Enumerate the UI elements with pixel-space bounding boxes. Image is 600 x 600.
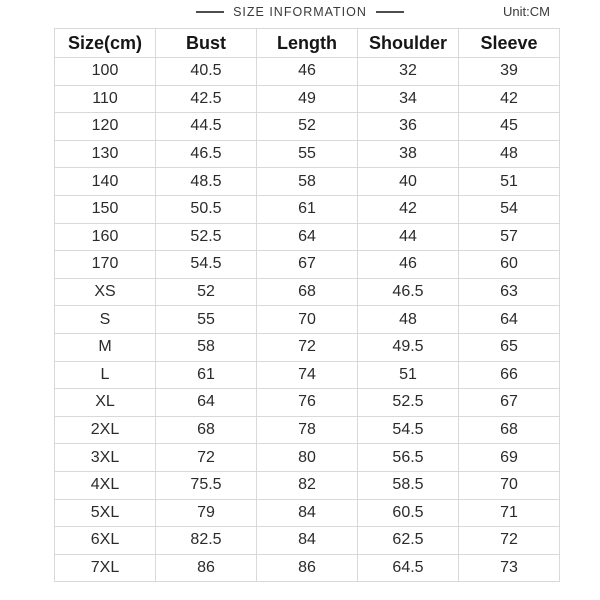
table-cell: 68 <box>156 416 257 444</box>
table-row <box>55 278 560 306</box>
table-cell: 58.5 <box>358 471 459 499</box>
table-row <box>55 333 560 361</box>
table-row <box>55 554 560 582</box>
table-row <box>55 444 560 472</box>
column-header: Sleeve <box>459 29 560 58</box>
title-dash-left <box>196 11 224 13</box>
table-cell: 63 <box>459 278 560 306</box>
table-cell: 40 <box>358 168 459 196</box>
table-cell: 45 <box>459 113 560 141</box>
table-cell: 74 <box>257 361 358 389</box>
table-cell: 51 <box>459 168 560 196</box>
table-cell: 71 <box>459 499 560 527</box>
table-cell: 54 <box>459 195 560 223</box>
table-cell: 56.5 <box>358 444 459 472</box>
table-cell: 86 <box>156 554 257 582</box>
table-cell: 69 <box>459 444 560 472</box>
table-cell: 67 <box>257 251 358 279</box>
table-cell: 52 <box>156 278 257 306</box>
size-chart-table <box>54 28 560 582</box>
page-title: SIZE INFORMATION <box>233 5 367 19</box>
size-chart-table-body <box>55 58 560 582</box>
table-cell: M <box>55 333 156 361</box>
table-row <box>55 85 560 113</box>
table-cell: 46 <box>358 251 459 279</box>
table-row <box>55 416 560 444</box>
table-cell: 72 <box>156 444 257 472</box>
table-cell: 64 <box>257 223 358 251</box>
table-cell: 66 <box>459 361 560 389</box>
column-header: Shoulder <box>358 29 459 58</box>
table-cell: 86 <box>257 554 358 582</box>
table-row <box>55 113 560 141</box>
table-row <box>55 306 560 334</box>
column-header: Bust <box>156 29 257 58</box>
table-row <box>55 140 560 168</box>
table-cell: 62.5 <box>358 527 459 555</box>
table-row <box>55 499 560 527</box>
table-cell: L <box>55 361 156 389</box>
table-cell: 160 <box>55 223 156 251</box>
table-cell: 72 <box>257 333 358 361</box>
table-cell: 64 <box>156 389 257 417</box>
table-cell: 48.5 <box>156 168 257 196</box>
table-cell: 68 <box>459 416 560 444</box>
table-cell: 50.5 <box>156 195 257 223</box>
table-cell: 55 <box>257 140 358 168</box>
table-cell: 76 <box>257 389 358 417</box>
table-cell: 75.5 <box>156 471 257 499</box>
table-cell: 82 <box>257 471 358 499</box>
table-cell: 39 <box>459 58 560 86</box>
table-cell: 40.5 <box>156 58 257 86</box>
table-cell: 42 <box>459 85 560 113</box>
table-row <box>55 223 560 251</box>
table-cell: 82.5 <box>156 527 257 555</box>
table-cell: 68 <box>257 278 358 306</box>
unit-label: Unit:CM <box>503 4 550 19</box>
table-cell: 64.5 <box>358 554 459 582</box>
table-cell: 42.5 <box>156 85 257 113</box>
table-cell: 46 <box>257 58 358 86</box>
table-cell: 7XL <box>55 554 156 582</box>
table-row <box>55 195 560 223</box>
table-cell: XS <box>55 278 156 306</box>
table-row <box>55 361 560 389</box>
table-cell: 100 <box>55 58 156 86</box>
table-cell: 55 <box>156 306 257 334</box>
table-cell: S <box>55 306 156 334</box>
table-row <box>55 58 560 86</box>
table-cell: 49.5 <box>358 333 459 361</box>
table-cell: 60.5 <box>358 499 459 527</box>
table-row <box>55 471 560 499</box>
column-header: Length <box>257 29 358 58</box>
table-cell: 67 <box>459 389 560 417</box>
table-row <box>55 527 560 555</box>
table-cell: 78 <box>257 416 358 444</box>
table-cell: 42 <box>358 195 459 223</box>
table-cell: 46.5 <box>358 278 459 306</box>
table-cell: 38 <box>358 140 459 168</box>
table-cell: 5XL <box>55 499 156 527</box>
table-cell: 120 <box>55 113 156 141</box>
table-cell: 3XL <box>55 444 156 472</box>
table-row <box>55 168 560 196</box>
table-cell: 4XL <box>55 471 156 499</box>
table-cell: 52.5 <box>358 389 459 417</box>
table-cell: 61 <box>156 361 257 389</box>
table-cell: 110 <box>55 85 156 113</box>
table-cell: 46.5 <box>156 140 257 168</box>
table-cell: 72 <box>459 527 560 555</box>
title-dash-right <box>376 11 404 13</box>
table-cell: XL <box>55 389 156 417</box>
table-cell: 60 <box>459 251 560 279</box>
table-cell: 2XL <box>55 416 156 444</box>
table-cell: 6XL <box>55 527 156 555</box>
table-cell: 84 <box>257 499 358 527</box>
table-header-row <box>55 29 560 58</box>
table-cell: 64 <box>459 306 560 334</box>
table-cell: 44 <box>358 223 459 251</box>
table-cell: 49 <box>257 85 358 113</box>
table-cell: 61 <box>257 195 358 223</box>
table-cell: 70 <box>257 306 358 334</box>
table-cell: 58 <box>257 168 358 196</box>
table-row <box>55 251 560 279</box>
table-row <box>55 389 560 417</box>
table-cell: 52 <box>257 113 358 141</box>
table-cell: 79 <box>156 499 257 527</box>
size-chart-table-head <box>55 29 560 58</box>
table-cell: 130 <box>55 140 156 168</box>
table-cell: 48 <box>358 306 459 334</box>
table-cell: 44.5 <box>156 113 257 141</box>
table-cell: 150 <box>55 195 156 223</box>
table-cell: 52.5 <box>156 223 257 251</box>
table-cell: 58 <box>156 333 257 361</box>
table-cell: 34 <box>358 85 459 113</box>
table-cell: 32 <box>358 58 459 86</box>
table-cell: 36 <box>358 113 459 141</box>
table-cell: 80 <box>257 444 358 472</box>
table-cell: 73 <box>459 554 560 582</box>
table-cell: 54.5 <box>156 251 257 279</box>
table-cell: 70 <box>459 471 560 499</box>
table-cell: 84 <box>257 527 358 555</box>
table-cell: 51 <box>358 361 459 389</box>
table-cell: 57 <box>459 223 560 251</box>
table-cell: 48 <box>459 140 560 168</box>
table-cell: 140 <box>55 168 156 196</box>
table-cell: 65 <box>459 333 560 361</box>
table-cell: 54.5 <box>358 416 459 444</box>
column-header: Size(cm) <box>55 29 156 58</box>
table-cell: 170 <box>55 251 156 279</box>
